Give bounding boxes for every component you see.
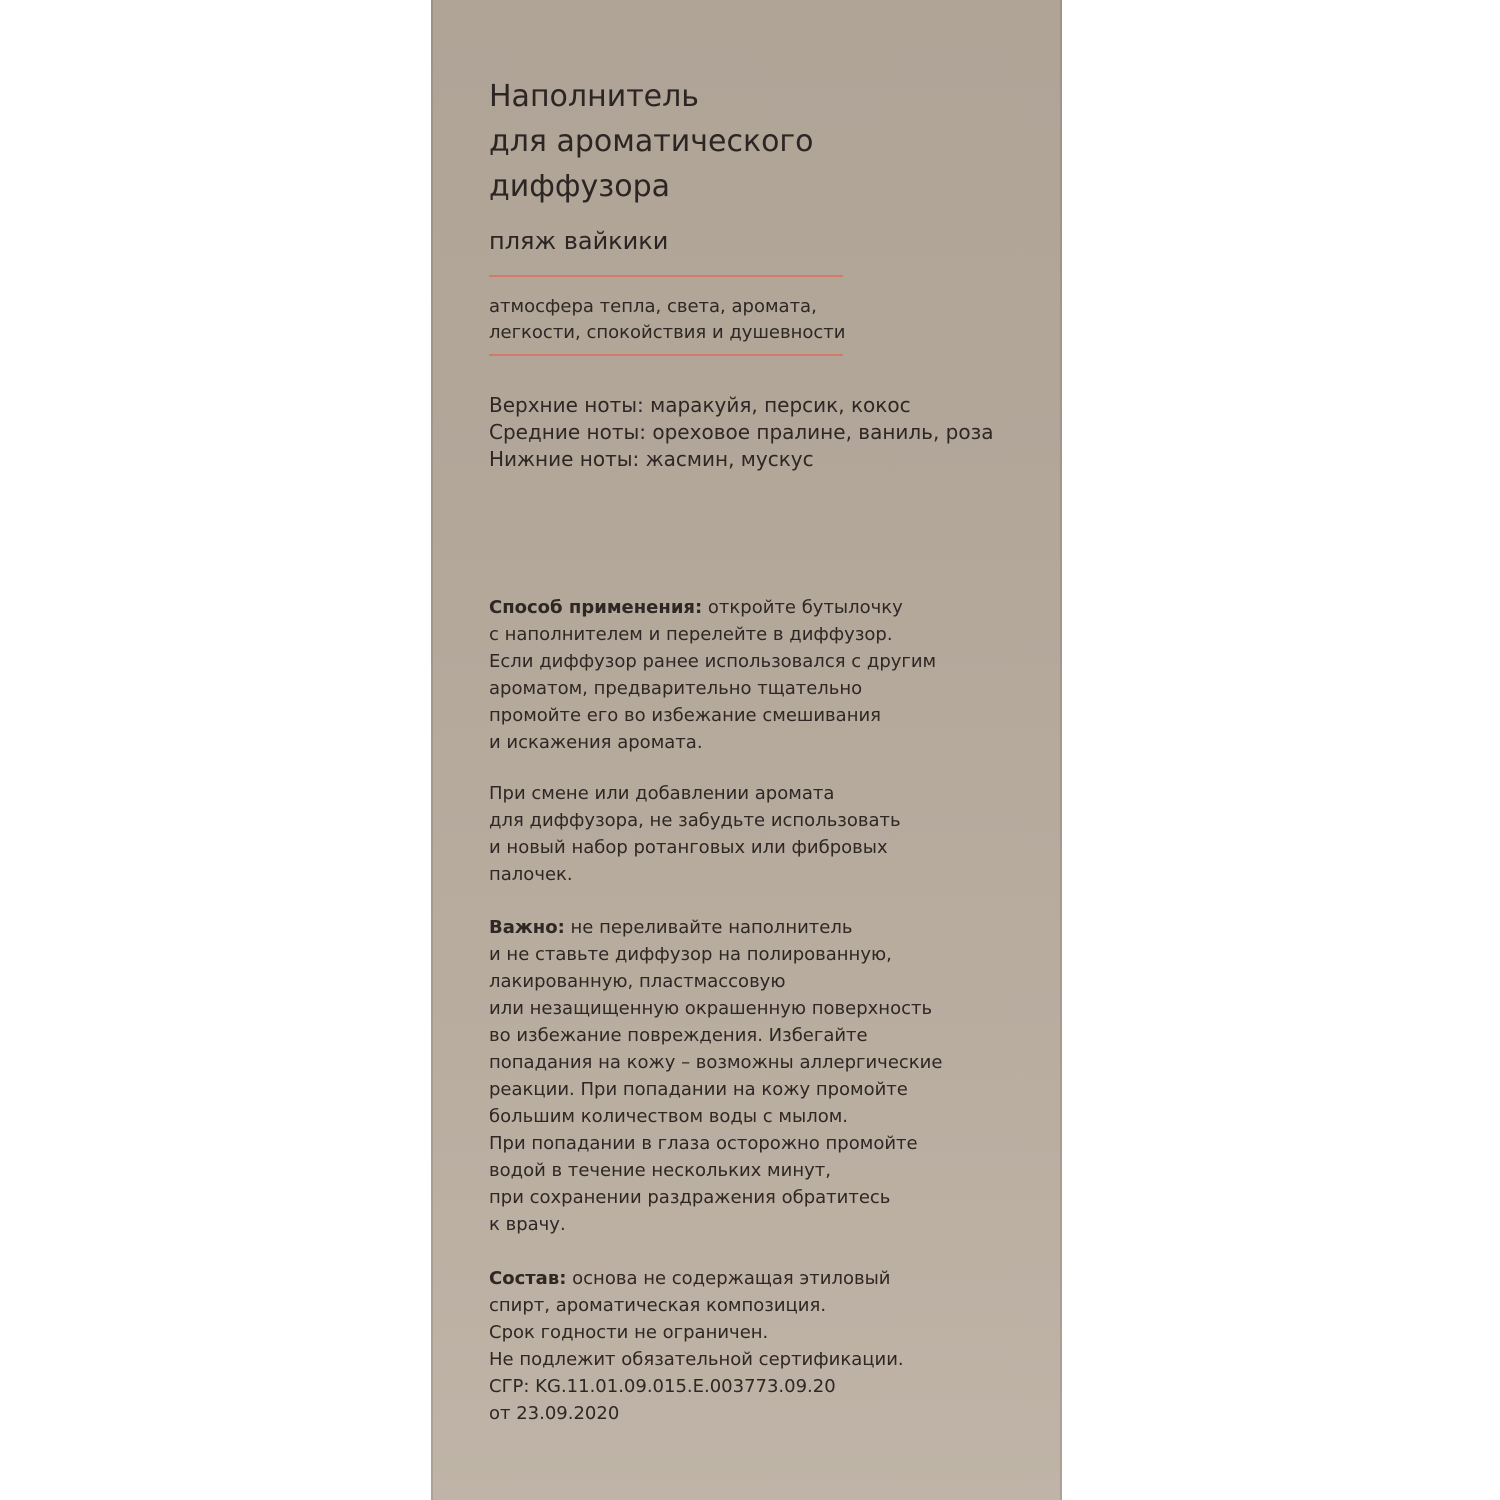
- important-warning: [489, 914, 942, 1238]
- scent-tagline: атмосфера тепла, света, аромата, легкости, спокойствия и душевности: [489, 296, 846, 343]
- usage-instructions: [489, 594, 936, 756]
- change-note: При смене или добавлении аромата для диффузора, не забудьте использовать и новый набор ротанговых или фибровых палочек.: [489, 783, 901, 885]
- accent-divider-top: [489, 275, 843, 277]
- usage-text: откройте бутылочку с наполнителем и перелейте в диффузор. Если диффузор ранее использовался с другим ароматом, предварительно тщательно промойте его во избежание смешивания и искажения аромата.: [489, 597, 937, 753]
- base-notes: Нижние ноты: жасмин, мускус: [489, 447, 814, 471]
- product-title: Наполнитель для ароматического диффузора: [489, 79, 814, 204]
- middle-notes: Средние ноты: ореховое пралине, ваниль, роза: [489, 420, 994, 444]
- accent-divider-bottom: [489, 354, 843, 356]
- composition-label: Состав:: [489, 1268, 567, 1289]
- fragrance-notes: [489, 392, 994, 473]
- important-label: Важно:: [489, 917, 565, 938]
- scent-name: пляж вайкики: [489, 227, 669, 255]
- usage-label: Способ применения:: [489, 597, 703, 618]
- composition-text: основа не содержащая этиловый спирт, ароматическая композиция. Срок годности не ограничен. Не подлежит обязательной сертификации. СГР: KG.11.01.09.015.Е.003773.09.20 от 23.09.2020: [489, 1268, 904, 1424]
- composition-info: [489, 1265, 904, 1427]
- top-notes: Верхние ноты: маракуйя, персик, кокос: [489, 393, 911, 417]
- important-text: не переливайте наполнитель и не ставьте диффузор на полированную, лакированную, пластмассовую или незащищенную окрашенную поверхность во избежание повреждения. Избегайте попадания на кожу – возможны аллергические реакции. При попадании на кожу промойте большим количеством воды с мылом. При попадании в глаза осторожно промойте водой в течение нескольких минут, при сохранении раздражения обратитесь к врачу.: [489, 917, 943, 1235]
